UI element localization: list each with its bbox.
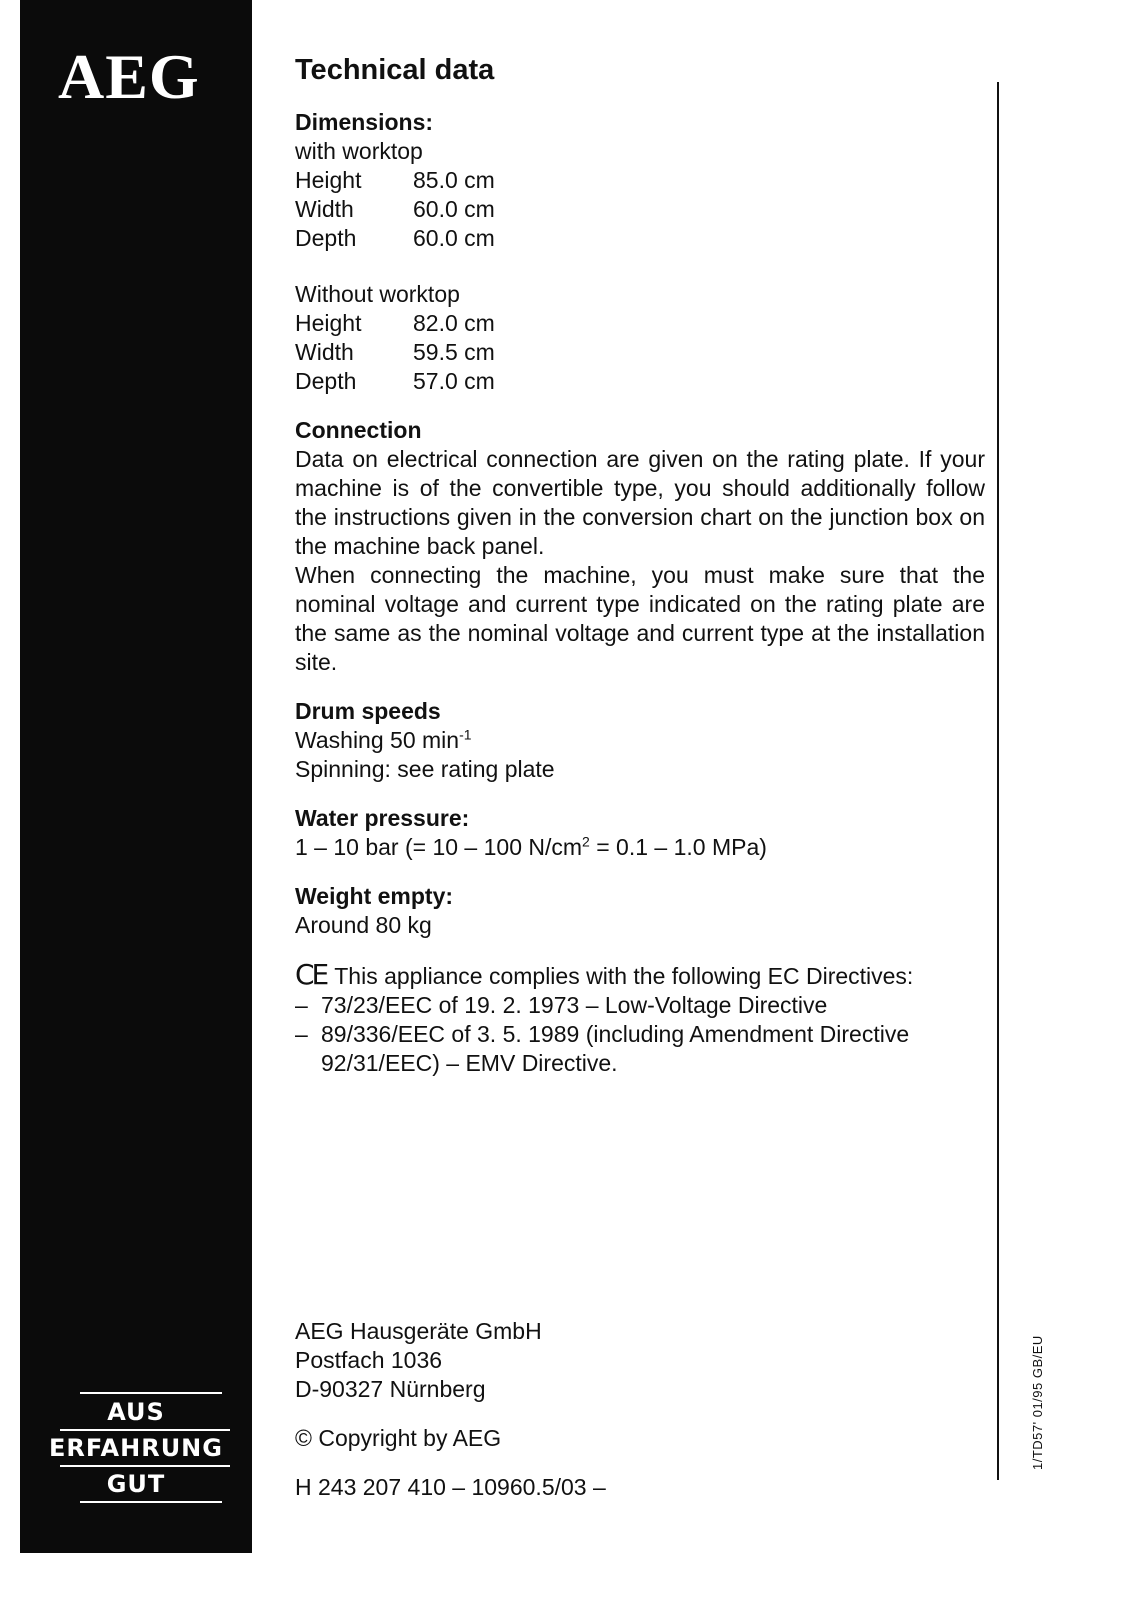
dimensions-heading: Dimensions: bbox=[295, 109, 434, 135]
washing-speed-exponent: -1 bbox=[459, 726, 472, 743]
spec-value: 82.0 cm bbox=[413, 310, 495, 336]
spec-value: 59.5 cm bbox=[413, 339, 495, 365]
slogan bbox=[20, 1392, 252, 1503]
spec-row bbox=[295, 338, 985, 367]
footer bbox=[295, 1317, 606, 1502]
spec-key: Depth bbox=[295, 368, 357, 394]
connection-paragraph-2: When connecting the machine, you must make sure that the nominal voltage and current type indicated on the rating plate are the same as the nominal voltage and current type at the installation site. bbox=[295, 562, 985, 675]
without-worktop-label: Without worktop bbox=[295, 281, 460, 307]
spinning-speed: Spinning: see rating plate bbox=[295, 756, 555, 782]
drum-speeds-section bbox=[295, 697, 985, 784]
list-item bbox=[295, 991, 985, 1020]
ce-mark: CE bbox=[295, 958, 327, 991]
water-pressure-text-b: = 0.1 – 1.0 MPa) bbox=[589, 834, 767, 860]
address-line: Postfach 1036 bbox=[295, 1347, 443, 1373]
spec-row bbox=[295, 367, 985, 396]
slogan-line-2: ERFAHRUNG bbox=[49, 1434, 223, 1462]
slogan-line-3: GUT bbox=[106, 1470, 166, 1498]
washing-speed bbox=[295, 726, 985, 755]
vertical-rule bbox=[997, 82, 999, 1480]
spec-key: Depth bbox=[295, 225, 357, 251]
main-content bbox=[295, 48, 985, 1098]
spec-key: Width bbox=[295, 196, 354, 222]
spec-key: Height bbox=[295, 167, 362, 193]
drum-speeds-heading: Drum speeds bbox=[295, 698, 441, 724]
slogan-divider bbox=[80, 1392, 222, 1394]
ce-intro-text: This appliance complies with the following EC Directives: bbox=[334, 963, 914, 989]
address-line: D-90327 Nürnberg bbox=[295, 1376, 486, 1402]
copyright: © Copyright by AEG bbox=[295, 1425, 502, 1451]
weight-section bbox=[295, 882, 985, 940]
side-code: 1/TD57' 01/95 GB/EU bbox=[1030, 1335, 1045, 1470]
slogan-divider bbox=[60, 1465, 230, 1467]
spec-value: 60.0 cm bbox=[413, 196, 495, 222]
connection-section bbox=[295, 416, 985, 677]
dash-bullet: – bbox=[295, 1021, 308, 1047]
spec-row bbox=[295, 224, 985, 253]
water-pressure-text-a: 1 – 10 bar (= 10 – 100 N/cm bbox=[295, 834, 583, 860]
water-pressure-heading: Water pressure: bbox=[295, 805, 470, 831]
list-item bbox=[295, 1020, 985, 1078]
sidebar bbox=[20, 0, 252, 1553]
slogan-divider bbox=[60, 1429, 230, 1431]
washing-speed-text: Washing 50 min bbox=[295, 727, 460, 753]
ce-section bbox=[295, 960, 985, 1078]
weight-heading: Weight empty: bbox=[295, 883, 454, 909]
slogan-divider bbox=[80, 1501, 222, 1503]
address-line: AEG Hausgeräte GmbH bbox=[295, 1318, 542, 1344]
aeg-logo: AEG bbox=[58, 41, 200, 112]
connection-paragraph-1: Data on electrical connection are given on the rating plate. If your machine is of the convertible type, you should additionally follow the instructions given in the conversion chart on the junction box on the machine back panel. bbox=[295, 446, 985, 559]
spec-key: Width bbox=[295, 339, 354, 365]
with-worktop-label: with worktop bbox=[295, 138, 423, 164]
dash-bullet: – bbox=[295, 992, 308, 1018]
water-pressure-exponent: 2 bbox=[582, 833, 590, 850]
page-title: Technical data bbox=[295, 54, 495, 86]
water-pressure-value bbox=[295, 833, 985, 862]
spec-key: Height bbox=[295, 310, 362, 336]
connection-heading: Connection bbox=[295, 417, 422, 443]
document-code: H 243 207 410 – 10960.5/03 – bbox=[295, 1474, 606, 1500]
spec-value: 60.0 cm bbox=[413, 225, 495, 251]
directive-text: 73/23/EEC of 19. 2. 1973 – Low-Voltage Directive bbox=[321, 992, 828, 1018]
spec-row bbox=[295, 166, 985, 195]
water-pressure-section bbox=[295, 804, 985, 862]
spec-row bbox=[295, 195, 985, 224]
spec-value: 57.0 cm bbox=[413, 368, 495, 394]
slogan-line-1: AUS bbox=[107, 1398, 165, 1426]
spec-row bbox=[295, 309, 985, 338]
ce-intro bbox=[295, 960, 985, 991]
directive-text: 89/336/EEC of 3. 5. 1989 (including Amendment Directive 92/31/EEC) – EMV Directive. bbox=[321, 1021, 910, 1076]
weight-value: Around 80 kg bbox=[295, 912, 432, 938]
spec-value: 85.0 cm bbox=[413, 167, 495, 193]
dimensions-section bbox=[295, 108, 985, 396]
